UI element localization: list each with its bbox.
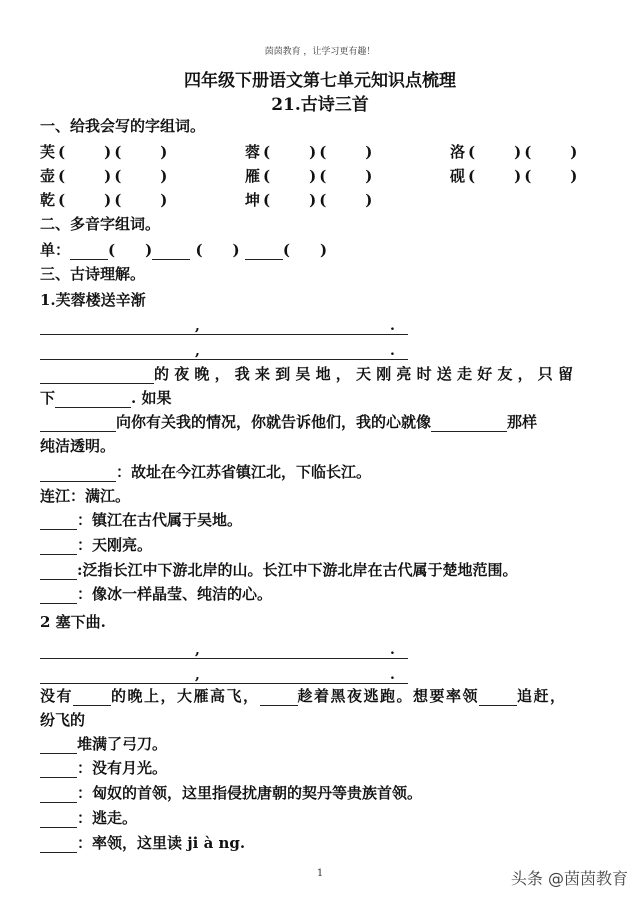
word-row: 芙( )( ) 蓉( )( ) 洛( )( ) [40,143,581,161]
answer-line[interactable]: , . [40,316,408,335]
section-2-heading: 二、多音字组词。 [40,215,161,233]
page-number: 1 [316,868,324,879]
poem-1-title: 1.芙蓉楼送辛渐 [40,291,146,309]
page-header: 茵茵教育 ，让学习更有趣！ [264,47,376,57]
page-title: 四年级下册语文第七单元知识点梳理 [184,71,456,91]
section-3-heading: 三、古诗理解。 [40,265,146,283]
section-1-heading: 一、给我会写的字组词。 [40,117,206,135]
polyphone-row: 单： ( ) ( ) ( ) [40,241,328,259]
watermark: 头条 @茵茵教育 [510,869,628,888]
poem-2-title: 2 塞下曲. [40,613,106,631]
answer-line[interactable]: , . [40,665,408,684]
answer-line[interactable]: , . [40,341,408,360]
word-row: 乾( )( ) 坤( )( ) [40,191,376,209]
lesson-title: 21.古诗三首 [271,95,369,115]
word-row: 壶( )( ) 雁( )( ) 砚( )( ) [40,167,581,185]
answer-line[interactable]: , . [40,640,408,659]
document-page: 茵茵教育 ，让学习更有趣！ 四年级下册语文第七单元知识点梳理 21.古诗三首 一、给我会写的字组词。 芙( )( ) 蓉( )( ) 洛( )( ) 壶( )( ) 雁( )( ) 砚( )( ) 乾( )( ) 坤( )( ) 二、多音字组词。 单： ( ) ( ) ( ) 三、古诗理解。 1.芙蓉楼送辛渐 , . , . 的夜晚，我来到吴地，天刚亮时送走好友，只留 下 . 如果 向你有关我的情况，你就告诉他们，我的心就像 那样 纯洁透明。 ：故址在今江苏省镇江北，下临长江。 连江：满江。 ：镇江在古代属于吴地。 ：天刚亮。 :泛指长江中下游北岸的山。长江中下游北岸在古代属于楚地范围。 ：像冰一样晶莹、纯洁的心。 2 塞下曲. , . , . 没有 的晚上，大雁高飞， 趁着黑夜逃跑。想要率领 追赶， 纷飞的 堆满了弓刀。 ：没有月光。 ：匈奴的首领，这里指侵扰唐朝的契丹等贵族首领。 ：逃走。 ：率领，这里读 ji à ng. 1 头条 @茵茵教育 [0,0,640,905]
